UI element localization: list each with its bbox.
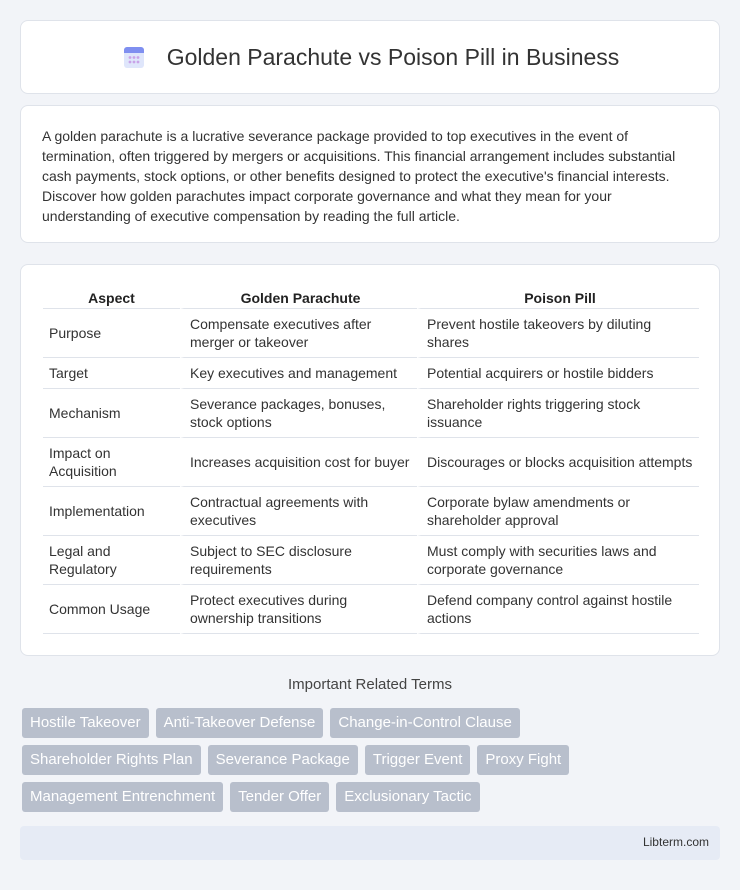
intro-card [20, 105, 720, 243]
cell-aspect: Purpose [43, 309, 180, 358]
tag-shareholder-rights-plan[interactable]: Shareholder Rights Plan [22, 745, 201, 775]
cell-aspect: Implementation [43, 487, 180, 536]
header-aspect: Aspect [43, 287, 180, 309]
related-terms-title: Important Related Terms [288, 676, 452, 693]
cell-golden-parachute: Increases acquisition cost for buyer [180, 438, 417, 487]
tag-management-entrenchment[interactable]: Management Entrenchment [22, 782, 223, 812]
tag-trigger-event[interactable]: Trigger Event [365, 745, 470, 775]
cell-aspect: Legal and Regulatory [43, 536, 180, 585]
header-golden-parachute: Golden Parachute [180, 287, 417, 309]
tag-hostile-takeover[interactable]: Hostile Takeover [22, 708, 149, 738]
tag-tender-offer[interactable]: Tender Offer [230, 782, 329, 812]
related-terms [22, 708, 722, 819]
table-header-row [43, 287, 699, 309]
comparison-card [20, 264, 720, 656]
table-row [43, 438, 699, 487]
tag-row [22, 745, 722, 775]
cell-golden-parachute: Severance packages, bonuses, stock options [180, 389, 417, 438]
cell-poison-pill: Prevent hostile takeovers by diluting shares [417, 309, 699, 358]
cell-golden-parachute: Contractual agreements with executives [180, 487, 417, 536]
cell-golden-parachute: Protect executives during ownership transitions [180, 585, 417, 634]
cell-poison-pill: Discourages or blocks acquisition attempts [417, 438, 699, 487]
cell-poison-pill: Defend company control against hostile actions [417, 585, 699, 634]
tag-row [22, 782, 722, 812]
header-card [20, 20, 720, 94]
cell-aspect: Impact on Acquisition [43, 438, 180, 487]
page-title: Golden Parachute vs Poison Pill in Business [166, 43, 620, 70]
tag-proxy-fight[interactable]: Proxy Fight [477, 745, 569, 775]
header-poison-pill: Poison Pill [417, 287, 699, 309]
cell-aspect: Common Usage [43, 585, 180, 634]
table-row [43, 487, 699, 536]
comparison-table [43, 287, 699, 634]
cell-golden-parachute: Key executives and management [180, 358, 417, 389]
document-icon [121, 44, 147, 70]
cell-aspect: Mechanism [43, 389, 180, 438]
tag-exclusionary-tactic[interactable]: Exclusionary Tactic [336, 782, 479, 812]
table-row [43, 389, 699, 438]
footer [20, 826, 720, 860]
table-row [43, 358, 699, 389]
cell-poison-pill: Shareholder rights triggering stock issuance [417, 389, 699, 438]
cell-golden-parachute: Compensate executives after merger or takeover [180, 309, 417, 358]
footer-site-link[interactable]: Libterm.com [642, 835, 709, 849]
tag-row [22, 708, 722, 738]
table-row [43, 585, 699, 634]
cell-poison-pill: Must comply with securities laws and corporate governance [417, 536, 699, 585]
tag-severance-package[interactable]: Severance Package [208, 745, 358, 775]
table-row [43, 536, 699, 585]
intro-text: A golden parachute is a lucrative severance package provided to top executives in the event of termination, often triggered by mergers or acquisitions. This financial arrangement includes substantial cash payments, stock options, or other benefits designed to protect the executive's financial interests. Discover how golden parachutes impact corporate governance and what they mean for your understanding of executive compensation by reading the full article. [42, 128, 676, 224]
cell-poison-pill: Potential acquirers or hostile bidders [417, 358, 699, 389]
table-row [43, 309, 699, 358]
cell-poison-pill: Corporate bylaw amendments or shareholder approval [417, 487, 699, 536]
cell-golden-parachute: Subject to SEC disclosure requirements [180, 536, 417, 585]
cell-aspect: Target [43, 358, 180, 389]
tag-change-in-control-clause[interactable]: Change-in-Control Clause [330, 708, 519, 738]
tag-anti-takeover-defense[interactable]: Anti-Takeover Defense [156, 708, 324, 738]
